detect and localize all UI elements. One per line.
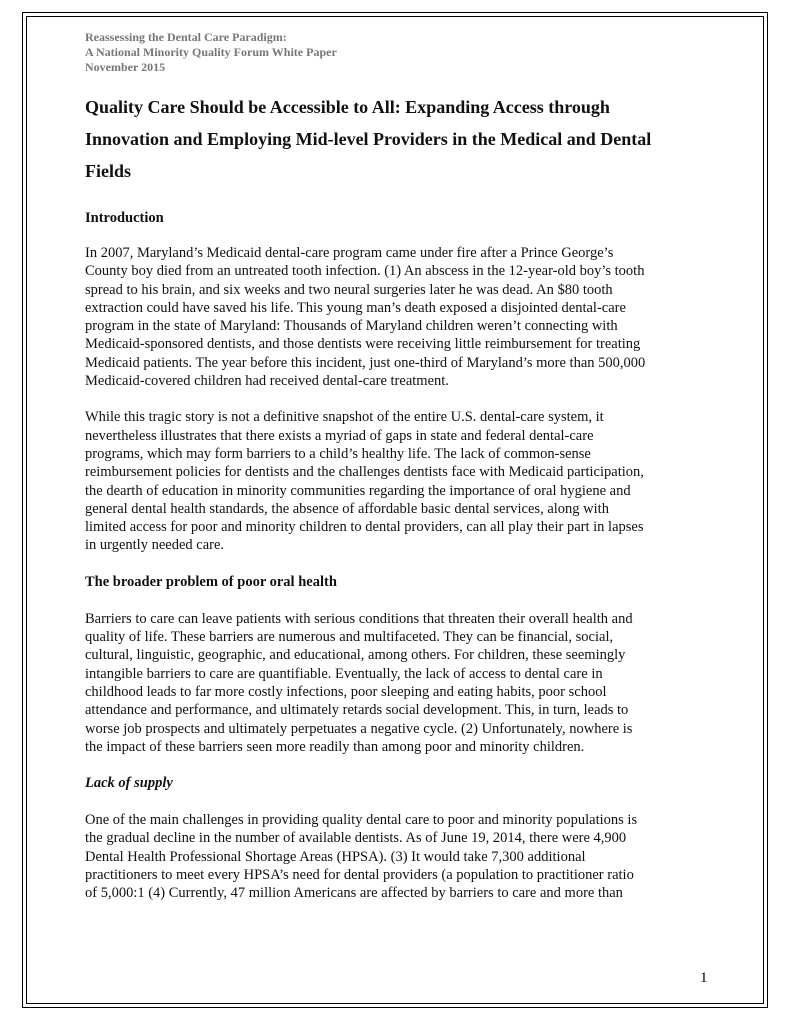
text-line: programs, which may form barriers to a child’s healthy life. The lack of common-sense [85, 445, 591, 462]
text-line: practitioners to meet every HPSA’s need for dental providers (a population to practitioner ratio [85, 867, 634, 884]
header-line: A National Minority Quality Forum White Paper [85, 45, 337, 59]
text-line: program in the state of Maryland: Thousands of Maryland children weren’t connecting with [85, 318, 618, 335]
text-line: the dearth of education in minority communities regarding the importance of oral hygiene and [85, 482, 631, 499]
intro-paragraph-2 [85, 408, 707, 554]
text-line: Medicaid-covered children had received dental-care treatment. [85, 373, 449, 390]
supply-paragraph [85, 811, 707, 902]
header-date: November 2015 [85, 60, 166, 74]
text-line: Barriers to care can leave patients with serious conditions that threaten their overall health and [85, 610, 633, 627]
text-line: quality of life. These barriers are numerous and multifaceted. They can be financial, social, [85, 629, 614, 646]
page-number: 1 [700, 970, 708, 986]
title-line: Quality Care Should be Accessible to All: Expanding Access through [85, 97, 610, 117]
text-line: of 5,000:1 (4) Currently, 47 million Americans are affected by barriers to care and more than [85, 885, 623, 902]
text-line: general dental health standards, the absence of affordable basic dental services, along with [85, 500, 609, 517]
text-line: childhood leads to far more costly infections, poor sleeping and eating habits, poor school [85, 683, 607, 700]
text-line: One of the main challenges in providing quality dental care to poor and minority populations is [85, 812, 638, 829]
text-line: reimbursement policies for dentists and the challenges dentists face with Medicaid participation, [85, 464, 644, 481]
text-line: County boy died from an untreated tooth infection. (1) An abscess in the 12-year-old boy’s tooth [85, 263, 645, 280]
text-line: While this tragic story is not a definitive snapshot of the entire U.S. dental-care system, it [85, 409, 604, 426]
text-line: in urgently needed care. [85, 537, 225, 554]
text-line: extraction could have saved his life. This young man’s death exposed a disjointed dental-care [85, 299, 626, 316]
text-line: cultural, linguistic, geographic, and educational, among others. For children, these seemingly [85, 647, 626, 664]
text-line: Medicaid-sponsored dentists, and those dentists were receiving little reimbursement for treating [85, 336, 641, 353]
section-heading-introduction: Introduction [85, 210, 164, 226]
text-line: Medicaid patients. The year before this incident, just one-third of Maryland’s more than 500,000 [85, 354, 646, 371]
text-line: limited access for poor and minority children to dental providers, can all play their part in lapses [85, 519, 644, 536]
text-line: In 2007, Maryland’s Medicaid dental-care program came under fire after a Prince George’s [85, 245, 614, 261]
title-line: Fields [85, 161, 132, 181]
document-title [85, 91, 707, 187]
title-line: Innovation and Employing Mid-level Providers in the Medical and Dental [85, 129, 652, 149]
intro-paragraph-1 [85, 244, 707, 390]
text-line: intangible barriers to care are quantifiable. Eventually, the lack of access to dental care in [85, 665, 603, 682]
text-line: attendance and performance, and ultimately retards social development. This, in turn, leads to [85, 702, 629, 719]
section-heading-lack-of-supply: Lack of supply [85, 775, 173, 792]
text-line: spread to his brain, and six weeks and two neural surgeries later he was dead. An $80 tooth [85, 281, 613, 298]
text-line: Dental Health Professional Shortage Areas (HPSA). (3) It would take 7,300 additional [85, 848, 586, 865]
text-line: the impact of these barriers seen more readily than among poor and minority children. [85, 738, 585, 755]
running-header [85, 30, 707, 75]
section-heading-broader-problem: The broader problem of poor oral health [85, 573, 337, 590]
header-line: Reassessing the Dental Care Paradigm: [85, 30, 287, 44]
broader-paragraph [85, 610, 707, 756]
text-line: nevertheless illustrates that there exists a myriad of gaps in state and federal dental-care [85, 427, 594, 444]
text-line: the gradual decline in the number of available dentists. As of June 19, 2014, there were 4,900 [85, 830, 627, 847]
document-page [85, 30, 707, 903]
text-line: worse job prospects and ultimately perpetuates a negative cycle. (2) Unfortunately, nowhere is [85, 720, 633, 737]
